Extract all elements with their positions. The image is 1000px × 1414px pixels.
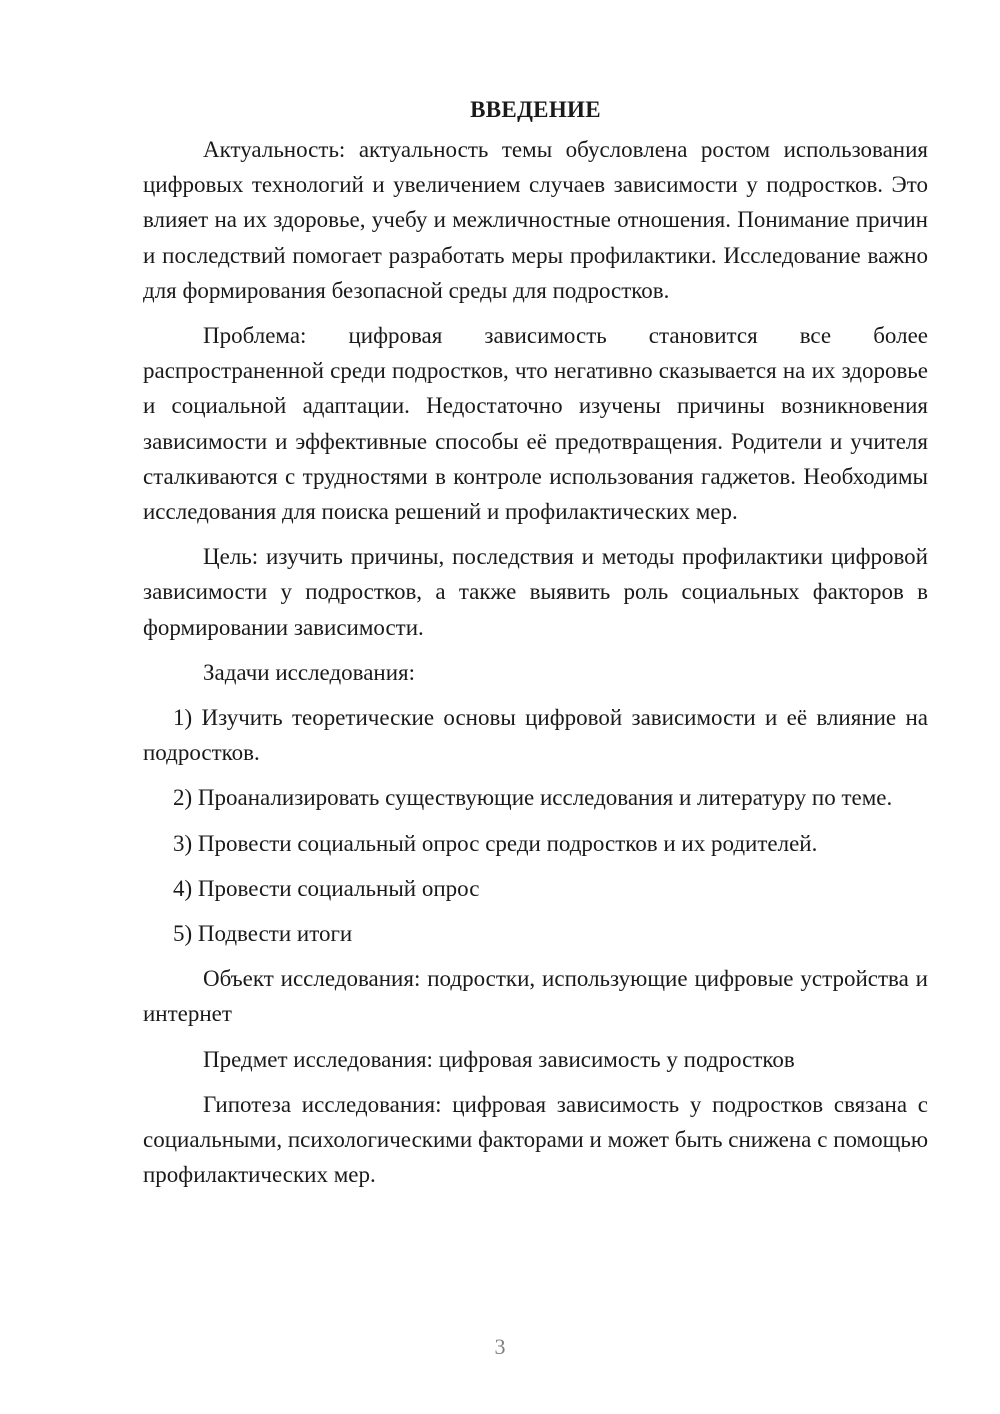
- page-number: 3: [494, 1334, 506, 1359]
- task-item-4: 4) Провести социальный опрос: [173, 875, 480, 901]
- paragraph-subject: Предмет исследования: цифровая зависимость у подростков: [203, 1046, 795, 1072]
- paragraph-tasks-heading: Задачи исследования:: [203, 659, 416, 685]
- paragraph-problem: Проблема: цифровая зависимость становится все более распространенной среди подростков, что негативно сказывается на их здоровье и социальной адаптации. Недостаточно изучены причины возникновения зависимости и эффективные способы её предотвращения. Родители и учителя сталкиваются с трудностями в контроле использования гаджетов. Необходимы исследования для поиска решений и профилактических мер.: [143, 323, 928, 525]
- task-item-1: 1) Изучить теоретические основы цифровой зависимости и её влияние на подростков.: [143, 705, 928, 766]
- paragraph-hypothesis: Гипотеза исследования: цифровая зависимость у подростков связана с социальными, психологическими факторами и может быть снижена с помощью профилактических мер.: [143, 1091, 928, 1188]
- document-page: [143, 92, 928, 1202]
- paragraph-object: Объект исследования: подростки, использующие цифровые устройства и интернет: [143, 966, 928, 1027]
- task-item-2: 2) Проанализировать существующие исследования и литературу по теме.: [173, 785, 893, 811]
- page-title: ВВЕДЕНИЕ: [470, 97, 601, 122]
- paragraph-relevance: Актуальность: актуальность темы обусловлена ростом использования цифровых технологий и увеличением случаев зависимости у подростков. Это влияет на их здоровье, учебу и межличностные отношения. Понимание причин и последствий помогает разработать меры профилактики. Исследование важно для формирования безопасной среды для подростков.: [143, 137, 928, 303]
- task-item-5: 5) Подвести итоги: [173, 921, 353, 947]
- paragraph-goal: Цель: изучить причины, последствия и методы профилактики цифровой зависимости у подростков, а также выявить роль социальных факторов в формировании зависимости.: [143, 544, 928, 640]
- task-item-3: 3) Провести социальный опрос среди подростков и их родителей.: [173, 830, 818, 856]
